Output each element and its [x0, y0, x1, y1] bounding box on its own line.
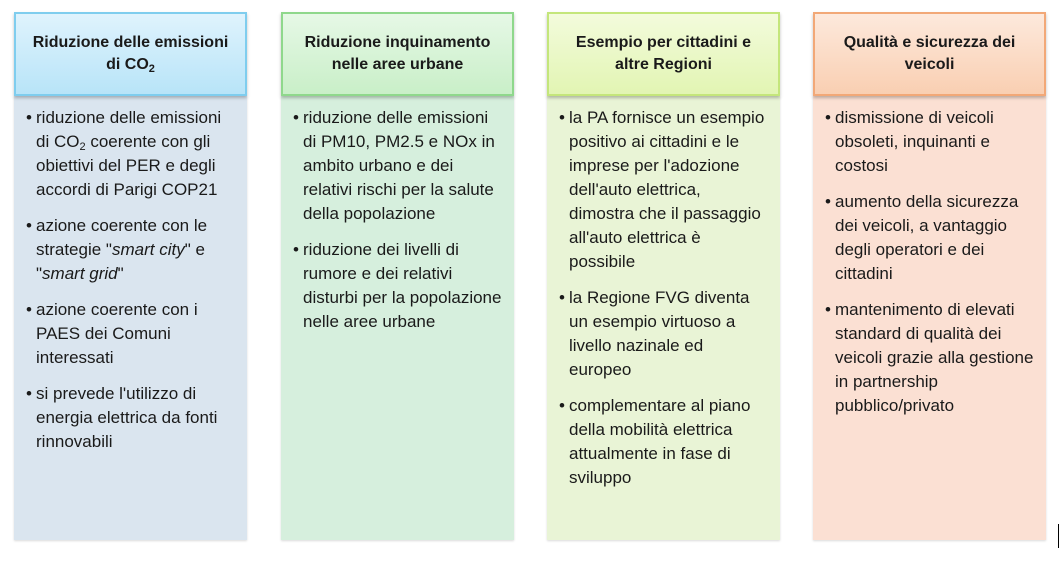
bullet-item: • la Regione FVG diventa un esempio virtuoso a livello nazinale ed europeo	[559, 288, 750, 379]
column-title: Riduzione delle emissioni di $CO_2$	[32, 34, 229, 75]
bullet-icon: •	[559, 288, 565, 307]
bullet-list	[291, 106, 502, 334]
column-title: Riduzione inquinamento nelle aree urbane	[304, 34, 491, 73]
bullet-icon: •	[26, 216, 32, 235]
bullet-icon: •	[825, 300, 831, 319]
bullet-icon: •	[26, 300, 32, 319]
column-header	[281, 12, 514, 96]
column-title: Qualità e sicurezza dei veicoli	[843, 34, 1016, 73]
bullet-icon: •	[26, 108, 32, 127]
bullet-icon: •	[293, 108, 299, 127]
bullet-item: • dismissione di veicoli obsoleti, inquinanti e costosi	[825, 108, 994, 175]
bullet-icon: •	[825, 108, 831, 127]
bullet-icon: •	[26, 384, 32, 403]
bullet-item: • mantenimento di elevati standard di qualità dei veicoli grazie alla gestione in partnership pubblico/privato	[825, 300, 1034, 415]
column-header	[813, 12, 1046, 96]
bullet-item: • azione coerente con i PAES dei Comuni interessati	[26, 300, 198, 367]
column-title: Esempio per cittadini e altre Regioni	[575, 34, 752, 73]
column-body	[14, 96, 247, 540]
bullet-item: • complementare al piano della mobilità elettrica attualmente in fase di sviluppo	[559, 396, 751, 487]
column-body	[281, 96, 514, 540]
column-header	[14, 12, 247, 96]
bullet-list	[24, 106, 235, 454]
bullet-icon: •	[825, 192, 831, 211]
bullet-icon: •	[293, 240, 299, 259]
bullet-icon: •	[559, 396, 565, 415]
bullet-item: • la PA fornisce un esempio positivo ai cittadini e le imprese per l'adozione dell'auto elettrica, dimostra che il passaggio all'auto elettrica è possibile	[559, 108, 765, 271]
bullet-item: • riduzione dei livelli di rumore e dei relativi disturbi per la popolazione nelle aree urbane	[293, 240, 502, 331]
column-header	[547, 12, 780, 96]
edge-divider	[1058, 524, 1059, 548]
bullet-list	[823, 106, 1034, 418]
bullet-item: • riduzione delle emissioni di $CO_2$ coerente con gli obiettivi del PER e degli accordi di Parigi COP21	[26, 108, 222, 199]
bullet-list	[557, 106, 768, 490]
bullet-item: • si prevede l'utilizzo di energia elettrica da fonti rinnovabili	[26, 384, 218, 451]
column-body	[813, 96, 1046, 540]
column-body	[547, 96, 780, 540]
bullet-item: • aumento della sicurezza dei veicoli, a vantaggio degli operatori e dei cittadini	[825, 192, 1019, 283]
bullet-item: • azione coerente con le strategie "smart city" e "smart grid"	[26, 216, 208, 283]
bullet-item: • riduzione delle emissioni di PM10, PM2.5 e NOx in ambito urbano e dei relativi rischi per la salute della popolazione	[293, 108, 495, 223]
bullet-icon: •	[559, 108, 565, 127]
